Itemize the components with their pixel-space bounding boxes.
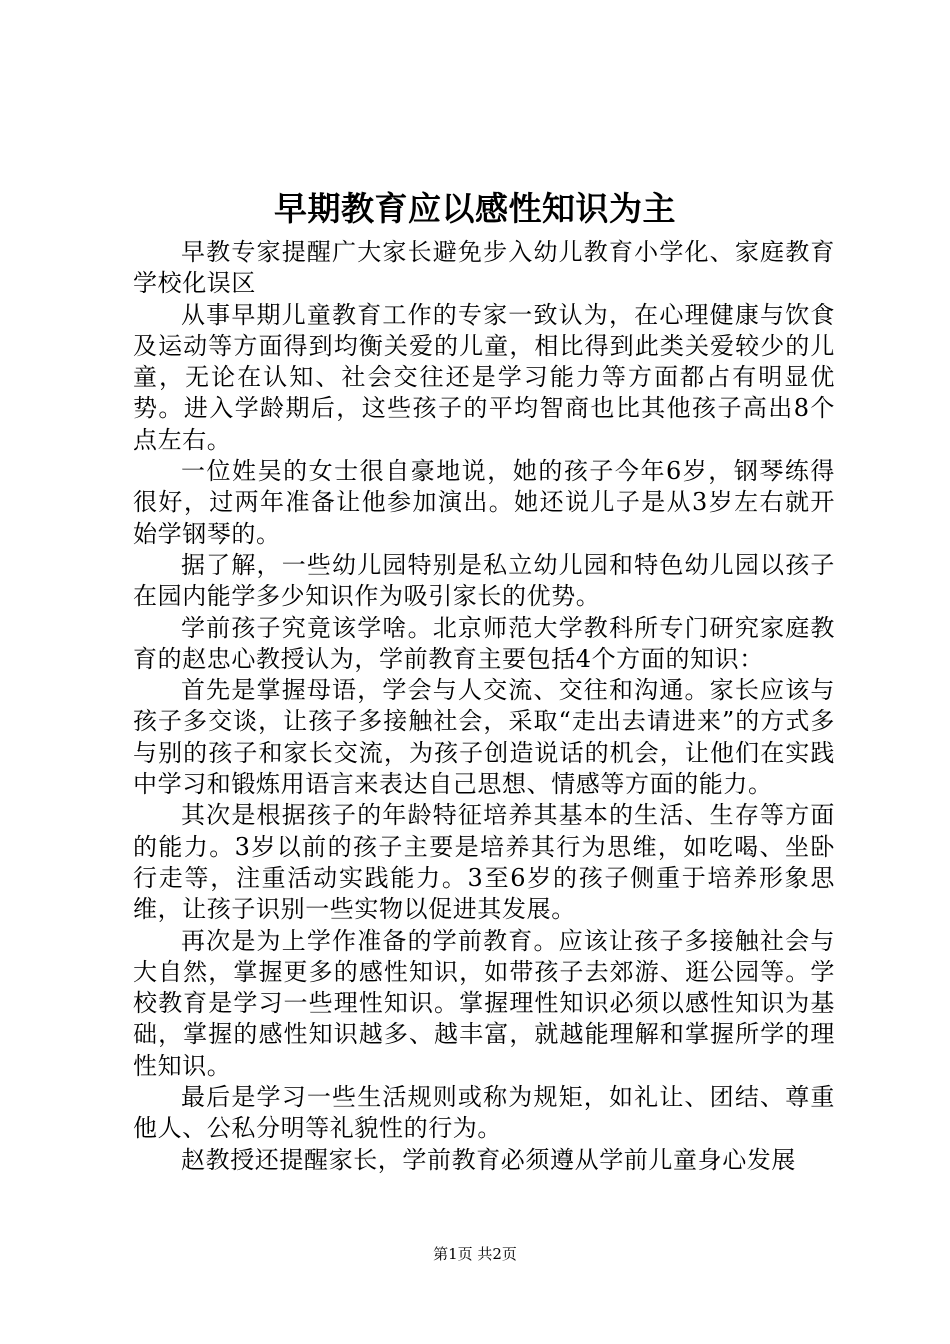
paragraph: 早教专家提醒广大家长避免步入幼儿教育小学化、家庭教育学校化误区 (133, 238, 835, 298)
paragraph: 赵教授还提醒家长，学前教育必须遵从学前儿童身心发展 (181, 1145, 796, 1174)
paragraph: 首先是掌握母语，学会与人交流、交往和沟通。家长应该与孩子多交谈，让孩子多接触社会，采取“走出去请进来”的方式多与别的孩子和家长交流，为孩子创造说话的机会，让他们在实践中学习和锻炼用语言来表达自己思想、情感等方面的能力。 (133, 676, 835, 799)
paragraph: 学前孩子究竟该学啥。北京师范大学教科所专门研究家庭教育的赵忠心教授认为，学前教育主要包括4个方面的知识： (133, 613, 835, 673)
page-footer: 第1页 共2页 (433, 1245, 517, 1263)
paragraph: 其次是根据孩子的年龄特征培养其基本的生活、生存等方面的能力。3岁以前的孩子主要是培养其行为思维，如吃喝、坐卧行走等，注重活动实践能力。3至6岁的孩子侧重于培养形象思维，让孩子识别一些实物以促进其发展。 (133, 801, 835, 924)
paragraph: 一位姓吴的女士很自豪地说，她的孩子今年6岁，钢琴练得很好，过两年准备让他参加演出。她还说儿子是从3岁左右就开始学钢琴的。 (133, 457, 835, 548)
paragraph: 从事早期儿童教育工作的专家一致认为，在心理健康与饮食及运动等方面得到均衡关爱的儿童，相比得到此类关爱较少的儿童，无论在认知、社会交往还是学习能力等方面都占有明显优势。进入学龄期后，这些孩子的平均智商也比其他孩子高出8个点左右。 (133, 300, 835, 454)
document-title: 早期教育应以感性知识为主 (274, 189, 676, 228)
document-body (133, 237, 835, 1176)
paragraph: 最后是学习一些生活规则或称为规矩，如礼让、团结、尊重他人、公私分明等礼貌性的行为。 (133, 1083, 835, 1143)
paragraph: 再次是为上学作准备的学前教育。应该让孩子多接触社会与大自然，掌握更多的感性知识，如带孩子去郊游、逛公园等。学校教育是学习一些理性知识。掌握理性知识必须以感性知识为基础，掌握的感性知识越多、越丰富，就越能理解和掌握所学的理性知识。 (133, 926, 835, 1080)
paragraph: 据了解，一些幼儿园特别是私立幼儿园和特色幼儿园以孩子在园内能学多少知识作为吸引家长的优势。 (133, 550, 835, 611)
